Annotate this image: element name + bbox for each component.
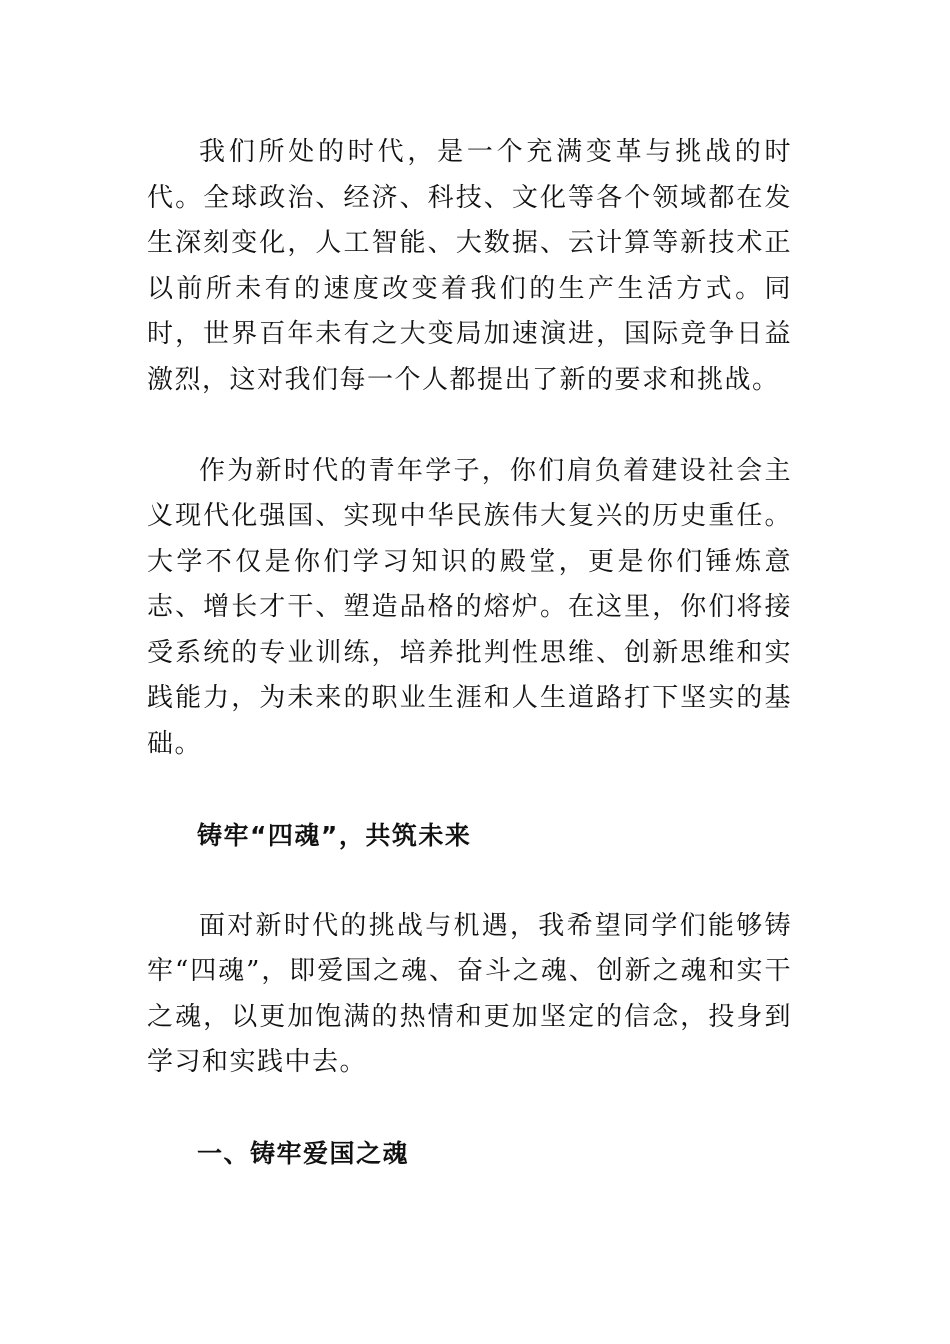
body-paragraph: 我们所处的时代，是一个充满变革与挑战的时代。全球政治、经济、科技、文化等各个领域都在发生深刻变化，人工智能、大数据、云计算等新技术正以前所未有的速度改变着我们的生产生活方式。同时，世界百年未有之大变局加速演进，国际竞争日益激烈，这对我们每一个人都提出了新的要求和挑战。 [147, 137, 792, 395]
body-paragraph: 面对新时代的挑战与机遇，我希望同学们能够铸牢“四魂”，即爱国之魂、奋斗之魂、创新之魂和实干之魂，以更加饱满的热情和更加坚定的信念，投身到学习和实践中去。 [147, 910, 792, 1077]
section-heading: 铸牢“四魂”，共筑未来 [197, 820, 472, 850]
body-paragraph: 作为新时代的青年学子，你们肩负着建设社会主义现代化强国、实现中华民族伟大复兴的历史重任。大学不仅是你们学习知识的殿堂，更是你们锤炼意志、增长才干、塑造品格的熔炉。在这里，你们将接受系统的专业训练，培养批判性思维、创新思维和实践能力，为未来的职业生涯和人生道路打下坚实的基础。 [147, 455, 792, 759]
document-body [147, 130, 792, 1222]
subsection-heading: 一、铸牢爱国之魂 [197, 1139, 410, 1168]
